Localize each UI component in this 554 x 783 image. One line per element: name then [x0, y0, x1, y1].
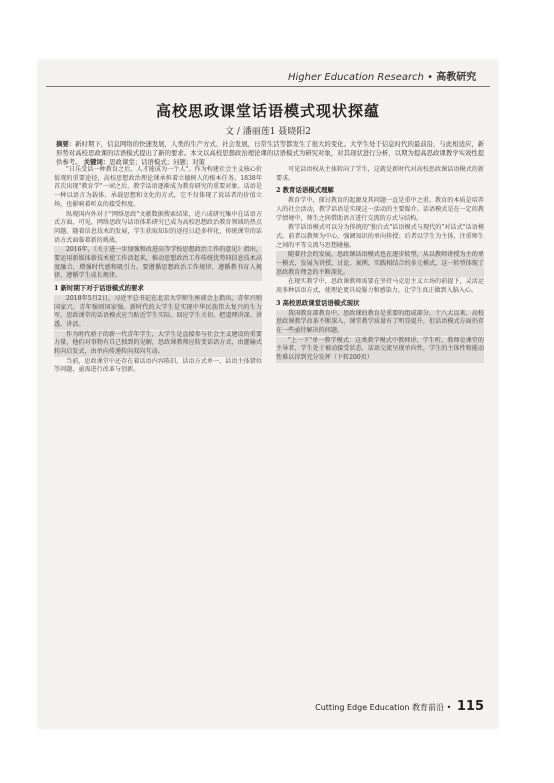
journal-name: Higher Education Research — [288, 72, 424, 83]
left-column — [54, 166, 262, 686]
article-title: 高校思政课堂话语模式现状探蕴 — [155, 102, 380, 120]
page-number: 115 — [456, 699, 484, 714]
section-heading-1: 1 新时期下对于话语模式的要求 — [54, 284, 144, 293]
body-paragraph: 2018年5月2日，习近平总书记在北京大学师生座谈会上指出，青年兴则国家兴，青年强则国家强。新时代的大学生是实现中华民族伟大复兴的生力军，思政课堂的话语模式应当贴近学生实际，回应学生关切，把道理讲深、讲透、讲活。 — [54, 294, 262, 328]
section-heading-3: 3 高校思政课堂话语模式现状 — [276, 298, 360, 307]
keywords-text: 思政课堂；话语模式；问题；对策 — [109, 158, 206, 166]
footer-bullet: • — [446, 703, 452, 712]
running-header — [288, 68, 476, 83]
header-bullet: • — [427, 72, 437, 83]
abstract-block — [56, 140, 486, 167]
body-paragraph: "日乐受话一种教育之后，人才能成为一个人"。作为构建社会主义核心价值观的重要途径，高校思想政治理论课承担着立德树人的根本任务。1838年首次出现"教育学"一词之后，教学话语逐渐成为教育研究的重要对象。话语是一种以语言为载体、承载思想和文化的方式，它不仅体现了说话者的价值立场，也影响着听众的接受程度。 — [54, 166, 262, 208]
article-authors: 文 / 潘丽莲1 聂晓阳2 — [224, 127, 312, 137]
body-paragraph: 2016年，《关于进一步加强和改进高等学校思想政治工作的意见》指出，要运用新媒体新技术使工作活起来，推动思想政治工作传统优势同信息技术高度融合，增强时代感和吸引力。要遵循思想政治工作规律，遵循教书育人规律，遵循学生成长规律。 — [54, 246, 262, 280]
footer-section: 教育前沿 — [412, 703, 445, 712]
abstract-label: 摘要： — [56, 140, 76, 148]
body-paragraph: 随着社会的发展，思政课话语模式也在逐步转型，从以教师讲授为主的单一模式，发展为讲授、讨论、案例、实践相结合的多元模式，这一转型体现了思政教育理念的不断深化。 — [276, 251, 484, 276]
body-paragraph: 作为时代骄子的新一代青年学生，大学生是直接参与社会主义建设的重要力量，他们对事物有自己独到的见解，思政课教师应转变话语方式，由灌输式转向启发式，由单向传递转向双向互动。 — [54, 330, 262, 356]
footer-journal: Cutting Edge Education — [315, 703, 410, 712]
section-heading-2: 2 教育话语模式理解 — [276, 186, 334, 195]
body-paragraph: 纵观国内外对于"网络思政"文献数据搜索结果，近六成研究集中在话语方式方面，可见，网络思政与话语体系研究已成为高校思想政治教育领域的热点问题。随着信息技术的发展，学生获取知识的途径日趋多样化，传统课堂的话语方式面临着新的挑战。 — [54, 210, 262, 244]
body-paragraph: 教学话语模式可以分为传统的"独白式"话语模式与现代的"对话式"话语模式。前者以教师为中心，强调知识的单向传授；后者以学生为主体，注重师生之间的平等交流与思想碰撞。 — [276, 224, 484, 249]
abstract-text: 新时期下，信息网络的快速发展，人类的生产方式、社会发展，日常生活等都发生了很大的变化。大学生处于信息时代的最前沿，与此相适应，新形势对高校思政课的话语模式提出了新的要求。本文以高校思想政治理论课的话语模式为研究对象，对其现状进行分析，以期为提高思政课教学实效性提供参考。 — [56, 140, 485, 166]
page-footer — [315, 699, 484, 714]
body-paragraph: 我国教育部教育中，思政课的教育是重要的组成部分。十八大以来，高校思政课教学改革不断深入，课堂教学质量有了明显提升，但话语模式方面仍存在一些亟待解决的问题。 — [276, 309, 484, 334]
body-paragraph: 可见话语权从主体转向了学生，这就是新时代对高校思政课话语模式的新要求。 — [276, 166, 484, 182]
header-divider — [46, 86, 490, 87]
right-column — [276, 166, 484, 686]
body-paragraph: 在现实教学中，思政课教师需要在坚持马克思主义立场的前提下，灵活运用多种话语方式，使理论更具说服力和感染力，让学生真正做到入脑入心。 — [276, 278, 484, 295]
body-paragraph: 教育学中，探讨教育的起源及其问题一直是重中之重。教育的本质是培养人的社会活动，教学话语是实现这一活动的主要媒介。话语模式是在一定的教学情境中，师生之间借助语言进行交流的方式与结构。 — [276, 197, 484, 222]
section-name: 高教研究 — [436, 72, 477, 83]
body-paragraph: "上一下"单一教学模式：这类教学模式中教师讲、学生听，教师是课堂的主导者，学生处于被动接受状态，话语交流呈现单向性，学生的主体性和能动性难以得到充分发挥（下转200页） — [276, 336, 484, 362]
body-paragraph: 当前，思政课堂中还存在着话语内容陈旧、话语方式单一、话语主体错位等问题，亟需进行改革与创新。 — [54, 357, 262, 374]
journal-page — [38, 60, 498, 728]
keywords-label: 关键词： — [83, 158, 110, 166]
